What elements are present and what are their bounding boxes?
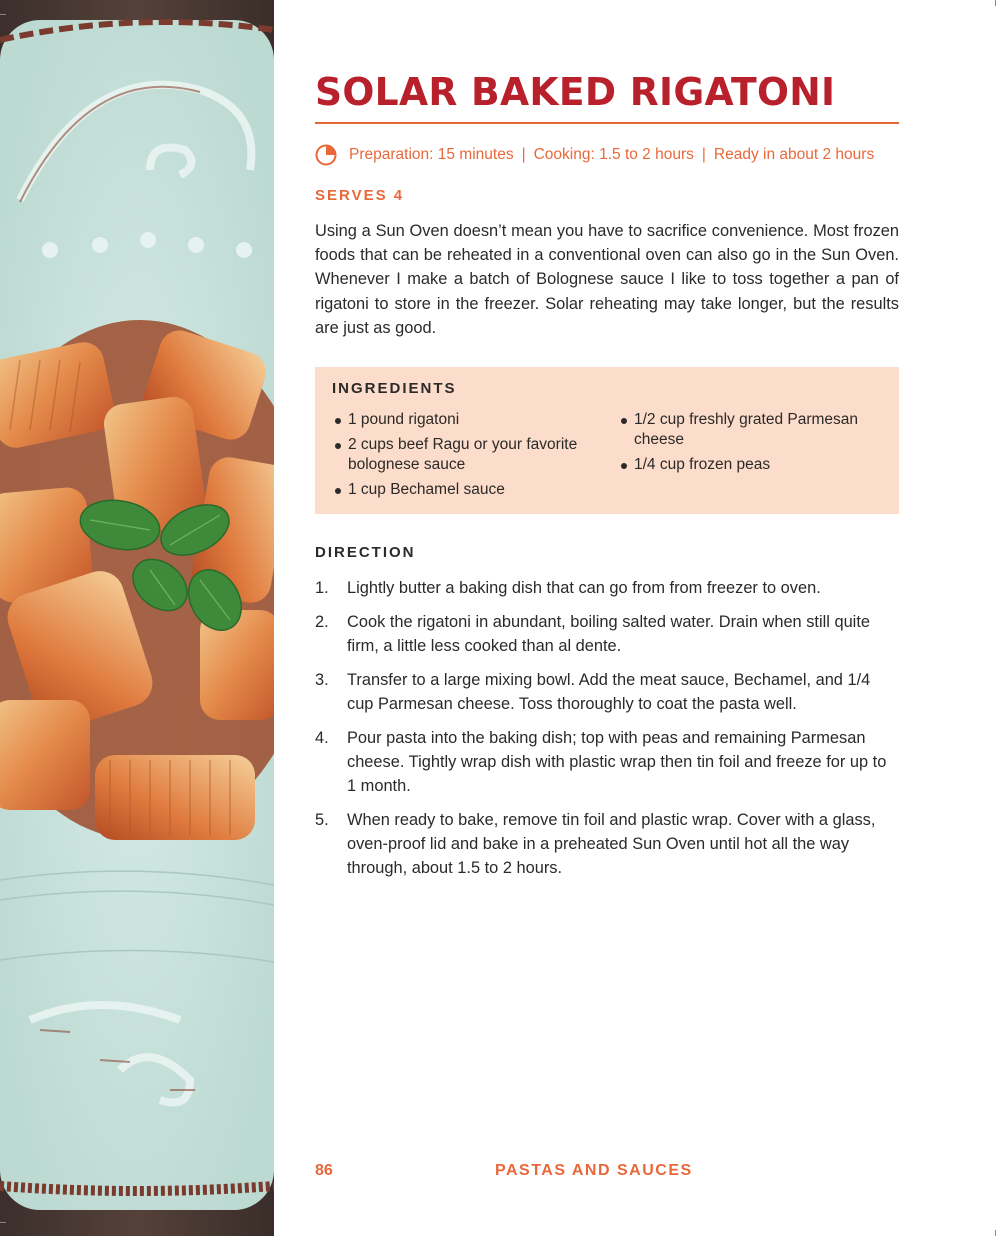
ingredient-item: 1 pound rigatoni [332,410,602,430]
serves-count: SERVES 4 [315,187,405,204]
direction-steps [315,576,899,890]
crop-mark [0,14,6,15]
ingredients-heading: INGREDIENTS [332,380,457,397]
step-number: 2. [315,613,329,631]
ingredient-item: 2 cups beef Ragu or your favorite bolognese sauce [332,435,602,475]
step-text: Pour pasta into the baking dish; top with peas and remaining Parmesan cheese. Tightly wrap dish with plastic wrap then tin foil and freeze for up to 1 month. [347,729,887,795]
food-photo [0,0,274,1236]
ingredients-list-right [618,410,888,480]
direction-step [315,576,899,600]
direction-step [315,668,899,716]
direction-heading: DIRECTION [315,544,416,561]
step-text: Cook the rigatoni in abundant, boiling salted water. Drain when still quite firm, a little less cooked than al dente. [347,613,870,655]
section-title: PASTAS AND SAUCES [495,1162,693,1179]
ingredients-box [315,367,899,514]
timing-line [315,143,874,167]
crop-mark [0,1222,6,1223]
bullet-icon [335,488,341,494]
direction-step [315,726,899,798]
bullet-icon [621,463,627,469]
page-number: 86 [315,1162,333,1179]
separator: | [701,146,706,163]
prep-time: Preparation: 15 minutes [349,146,514,163]
step-number: 5. [315,811,329,829]
crop-mark [995,1230,996,1236]
bullet-icon [335,418,341,424]
direction-step [315,610,899,658]
clock-pie-icon [315,144,337,166]
ingredient-item: 1/2 cup freshly grated Parmesan cheese [618,410,888,450]
separator: | [521,146,526,163]
crop-mark [995,0,996,6]
recipe-title: SOLAR BAKED RIGATONI [315,70,836,114]
bullet-icon [335,443,341,449]
step-text: When ready to bake, remove tin foil and plastic wrap. Cover with a glass, oven-proof lid and bake in a preheated Sun Oven until hot all the way through, about 1.5 to 2 hours. [347,811,876,877]
ready-time: Ready in about 2 hours [713,146,875,163]
cook-time: Cooking: 1.5 to 2 hours [533,146,694,163]
direction-step [315,808,899,880]
ingredient-item: 1 cup Bechamel sauce [332,480,602,500]
ingredients-list-left [332,410,602,505]
step-text: Transfer to a large mixing bowl. Add the meat sauce, Bechamel, and 1/4 cup Parmesan cheese. Toss thoroughly to coat the pasta well. [347,671,871,713]
intro-paragraph: Using a Sun Oven doesn’t mean you have to sacrifice convenience. Most frozen foods that can be reheated in a conventional oven can also go in the Sun Oven. Whenever I make a batch of Bolognese sauce I like to toss together a pan of rigatoni to store in the freezer. Solar reheating may take longer, but the results are just as good. [315,222,899,337]
rigatoni-plate-photo [0,0,274,1236]
bullet-icon [621,418,627,424]
step-number: 1. [315,579,329,597]
ingredient-item: 1/4 cup frozen peas [618,455,888,475]
title-divider [315,122,899,124]
step-number: 3. [315,671,329,689]
step-number: 4. [315,729,329,747]
step-text: Lightly butter a baking dish that can go from from freezer to oven. [347,579,821,597]
